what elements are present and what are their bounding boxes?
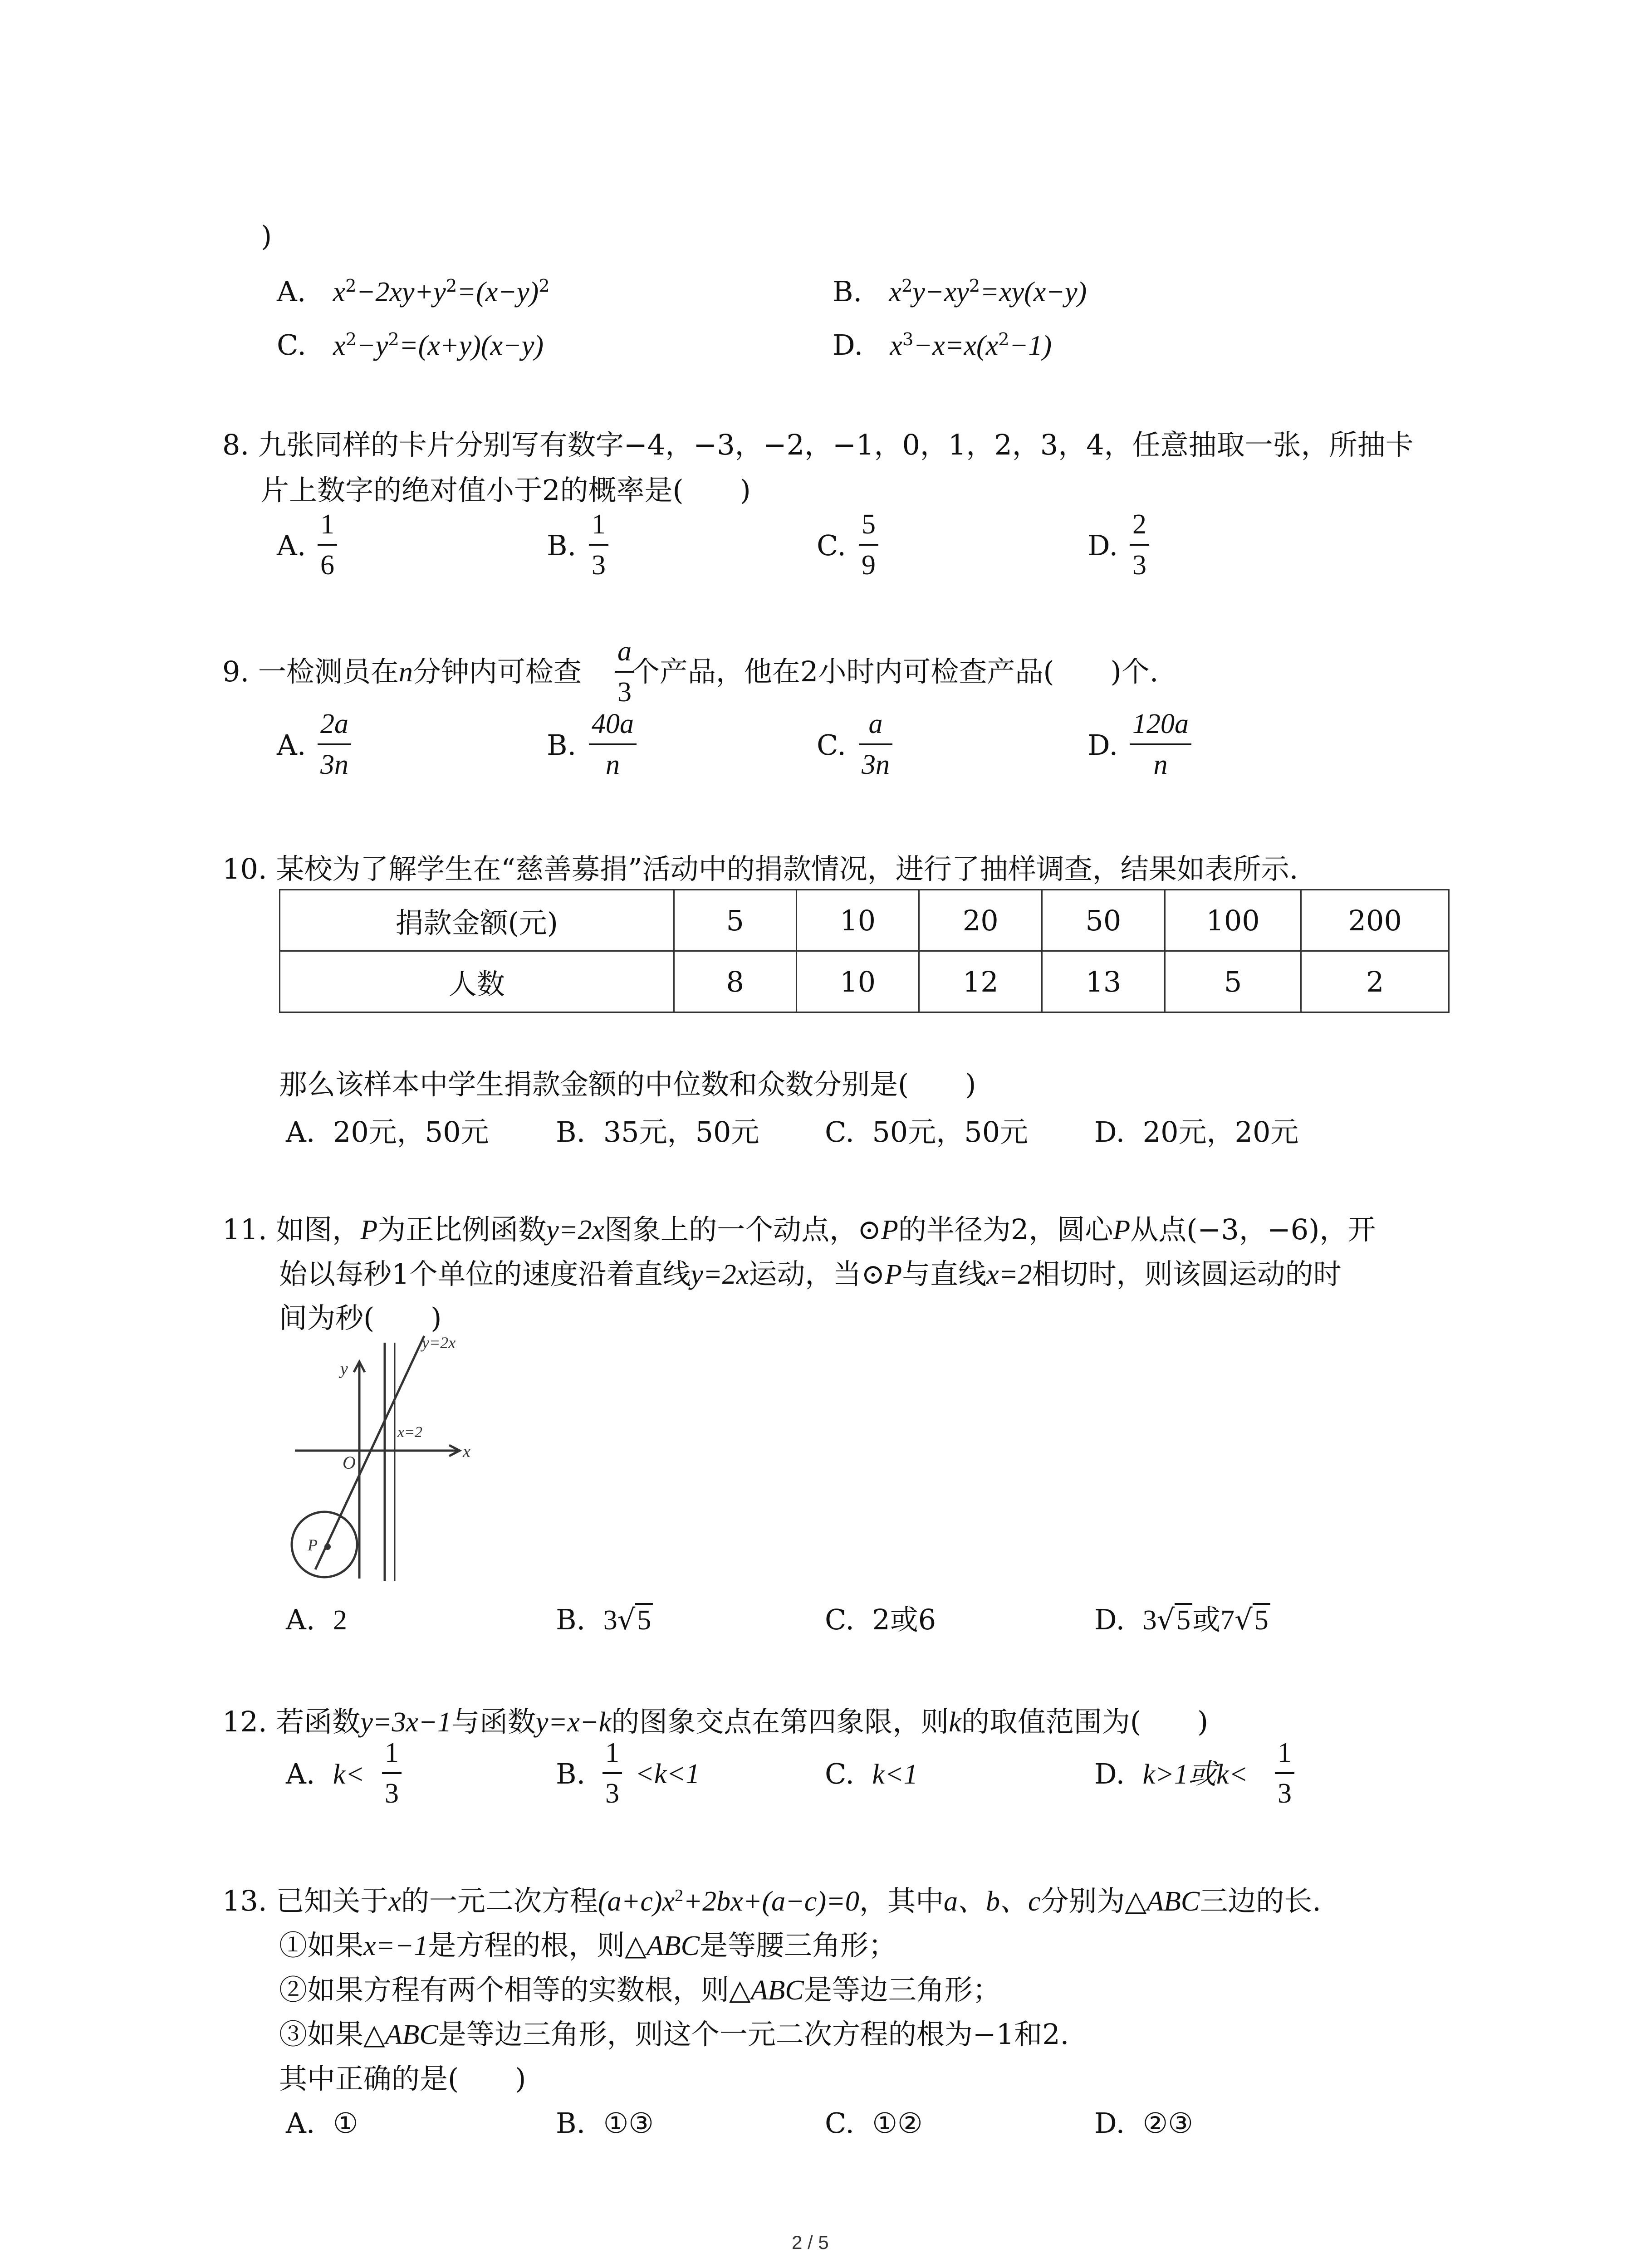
q12-b-rest: <k<1 [635, 1759, 700, 1789]
q8-stem-line2: 片上数字的绝对值小于2的概率是( ) [261, 474, 751, 507]
q11-stem-line2: 始以每秒1个单位的速度沿着直线y=2x运动，当⊙P与直线x=2相切时，则该圆运动的时 [279, 1257, 1342, 1290]
q10-option-d[interactable]: D. 20元，20元 [1094, 1115, 1299, 1149]
label-origin: O [343, 1452, 356, 1473]
table-cell: 12 [919, 951, 1042, 1012]
q10-question: 那么该样本中学生捐款金额的中位数和众数分别是( ) [279, 1068, 976, 1101]
q9-b-fraction: 40a n [589, 710, 637, 779]
q11-stem-line3: 间为秒( ) [279, 1301, 442, 1334]
q8-a-label[interactable]: A. [277, 529, 306, 562]
q8-stem-line1: 8. 九张同样的卡片分别写有数字−4，−3，−2，−1，0，1，2，3，4，任意抽取一张，所抽卡 [222, 428, 1414, 461]
q8-c-fraction: 5 9 [859, 510, 878, 579]
q13-question: 其中正确的是( ) [279, 2062, 526, 2095]
q9-stem: 9. 一检测员在n分钟内可检查 个产品，他在2小时内可检查产品( )个. [222, 655, 1159, 688]
table-cell: 20 [919, 890, 1042, 951]
q10-donation-table [279, 889, 1450, 1013]
table-cell: 5 [1165, 951, 1301, 1012]
q9-stem-fraction: a 3 [615, 637, 634, 706]
table-cell: 200 [1301, 890, 1449, 951]
table-cell: 捐款金额(元) [280, 890, 674, 951]
q9-c-label[interactable]: C. [817, 728, 846, 762]
q12-d-fraction: 1 3 [1275, 1739, 1294, 1808]
q9-a-fraction: 2a 3n [318, 710, 351, 779]
q8-d-fraction: 2 3 [1130, 510, 1149, 579]
q9-d-label[interactable]: D. [1087, 728, 1118, 762]
q12-a-fraction: 1 3 [382, 1739, 402, 1808]
q9-c-fraction: a 3n [859, 710, 892, 779]
q10-option-b[interactable]: B. 35元，50元 [556, 1115, 759, 1149]
page-number: 2 / 5 [792, 2232, 829, 2253]
q8-b-label[interactable]: B. [547, 529, 577, 562]
q7-paren: ) [261, 220, 272, 253]
label-y-equals-2x: y=2x [422, 1334, 456, 1352]
table-cell: 10 [796, 890, 919, 951]
table-cell: 13 [1042, 951, 1165, 1012]
label-center-p: P [308, 1536, 318, 1554]
q13-option-a[interactable]: A. ① [286, 2107, 358, 2140]
option-label: A. [277, 275, 306, 308]
q12-option-b[interactable]: B. [556, 1757, 586, 1790]
q11-option-b[interactable]: B. 3√5 [556, 1606, 653, 1634]
q9-d-fraction: 120a n [1130, 710, 1191, 779]
q7-option-a[interactable]: A. $x^2-2xy+y^2=(x-y)^2$ [277, 275, 550, 308]
q7-option-b[interactable]: B. $x^2y-xy^2=xy(x-y)$ [833, 275, 1087, 308]
q7-option-c[interactable]: C. $x^2-y^2=(x+y)(x-y)$ [277, 328, 544, 362]
q7-option-d[interactable]: D. $x^3-x=x(x^2-1)$ [833, 328, 1052, 362]
table-row [280, 951, 1449, 1012]
q8-b-fraction: 1 3 [589, 510, 608, 579]
q11-option-a[interactable]: A. 2 [286, 1603, 347, 1636]
label-x-equals-2: x=2 [397, 1424, 423, 1441]
q13-stem: 13. 已知关于x的一元二次方程$(a+c)x^2+2bx+(a-c)=0$，其中a、b、c分别为△ABC三边的长. [222, 1884, 1321, 1917]
line-y-equals-2x [315, 1336, 424, 1569]
q12-option-d[interactable]: D. k>1或k< [1094, 1757, 1248, 1790]
q13-statement-3: ③如果△ABC是等边三角形，则这个一元二次方程的根为−1和2. [279, 2018, 1069, 2051]
table-cell: 10 [796, 951, 919, 1012]
q12-option-a[interactable]: A. k< [286, 1757, 365, 1790]
q9-a-label[interactable]: A. [277, 728, 306, 762]
table-cell: 50 [1042, 890, 1165, 951]
q13-statement-2: ②如果方程有两个相等的实数根，则△ABC是等边三角形； [279, 1973, 1001, 2006]
q10-option-c[interactable]: C. 50元，50元 [825, 1115, 1029, 1149]
table-cell: 100 [1165, 890, 1301, 951]
q13-statement-1: ①如果x=−1是方程的根，则△ABC是等腰三角形； [279, 1929, 897, 1962]
label-y-axis: y [340, 1359, 348, 1378]
table-row [280, 890, 1449, 951]
q12-option-c[interactable]: C. k<1 [825, 1757, 918, 1790]
q10-stem: 10. 某校为了解学生在“慈善募捐”活动中的捐款情况，进行了抽样调查，结果如表所示. [222, 852, 1298, 885]
q8-d-label[interactable]: D. [1087, 529, 1118, 562]
q9-b-label[interactable]: B. [547, 728, 577, 762]
table-cell: 2 [1301, 951, 1449, 1012]
q11-figure [272, 1334, 499, 1588]
q11-option-c[interactable]: C. 2或6 [825, 1603, 936, 1636]
q10-option-a[interactable]: A. 20元，50元 [286, 1115, 489, 1149]
q11-stem-line1: 11. 如图，P为正比例函数y=2x图象上的一个动点，⊙P的半径为2，圆心P从点(−3，−6)，开 [222, 1213, 1376, 1246]
table-cell: 8 [674, 951, 796, 1012]
q11-option-d[interactable]: D. 3√5或7√5 [1094, 1606, 1270, 1634]
q12-b-fraction: 1 3 [603, 1739, 622, 1808]
q13-option-d[interactable]: D. ②③ [1094, 2107, 1193, 2140]
q13-option-b[interactable]: B. ①③ [556, 2107, 654, 2140]
label-x-axis: x [463, 1442, 470, 1461]
q13-option-c[interactable]: C. ①② [825, 2107, 923, 2140]
table-cell: 5 [674, 890, 796, 951]
q8-a-fraction: 1 6 [318, 510, 337, 579]
q12-stem: 12. 若函数y=3x−1与函数y=x−k的图象交点在第四象限，则k的取值范围为( ) [222, 1705, 1209, 1738]
center-p-dot [324, 1544, 331, 1550]
table-cell: 人数 [280, 951, 674, 1012]
q8-c-label[interactable]: C. [817, 529, 846, 562]
circle-p [292, 1512, 357, 1577]
